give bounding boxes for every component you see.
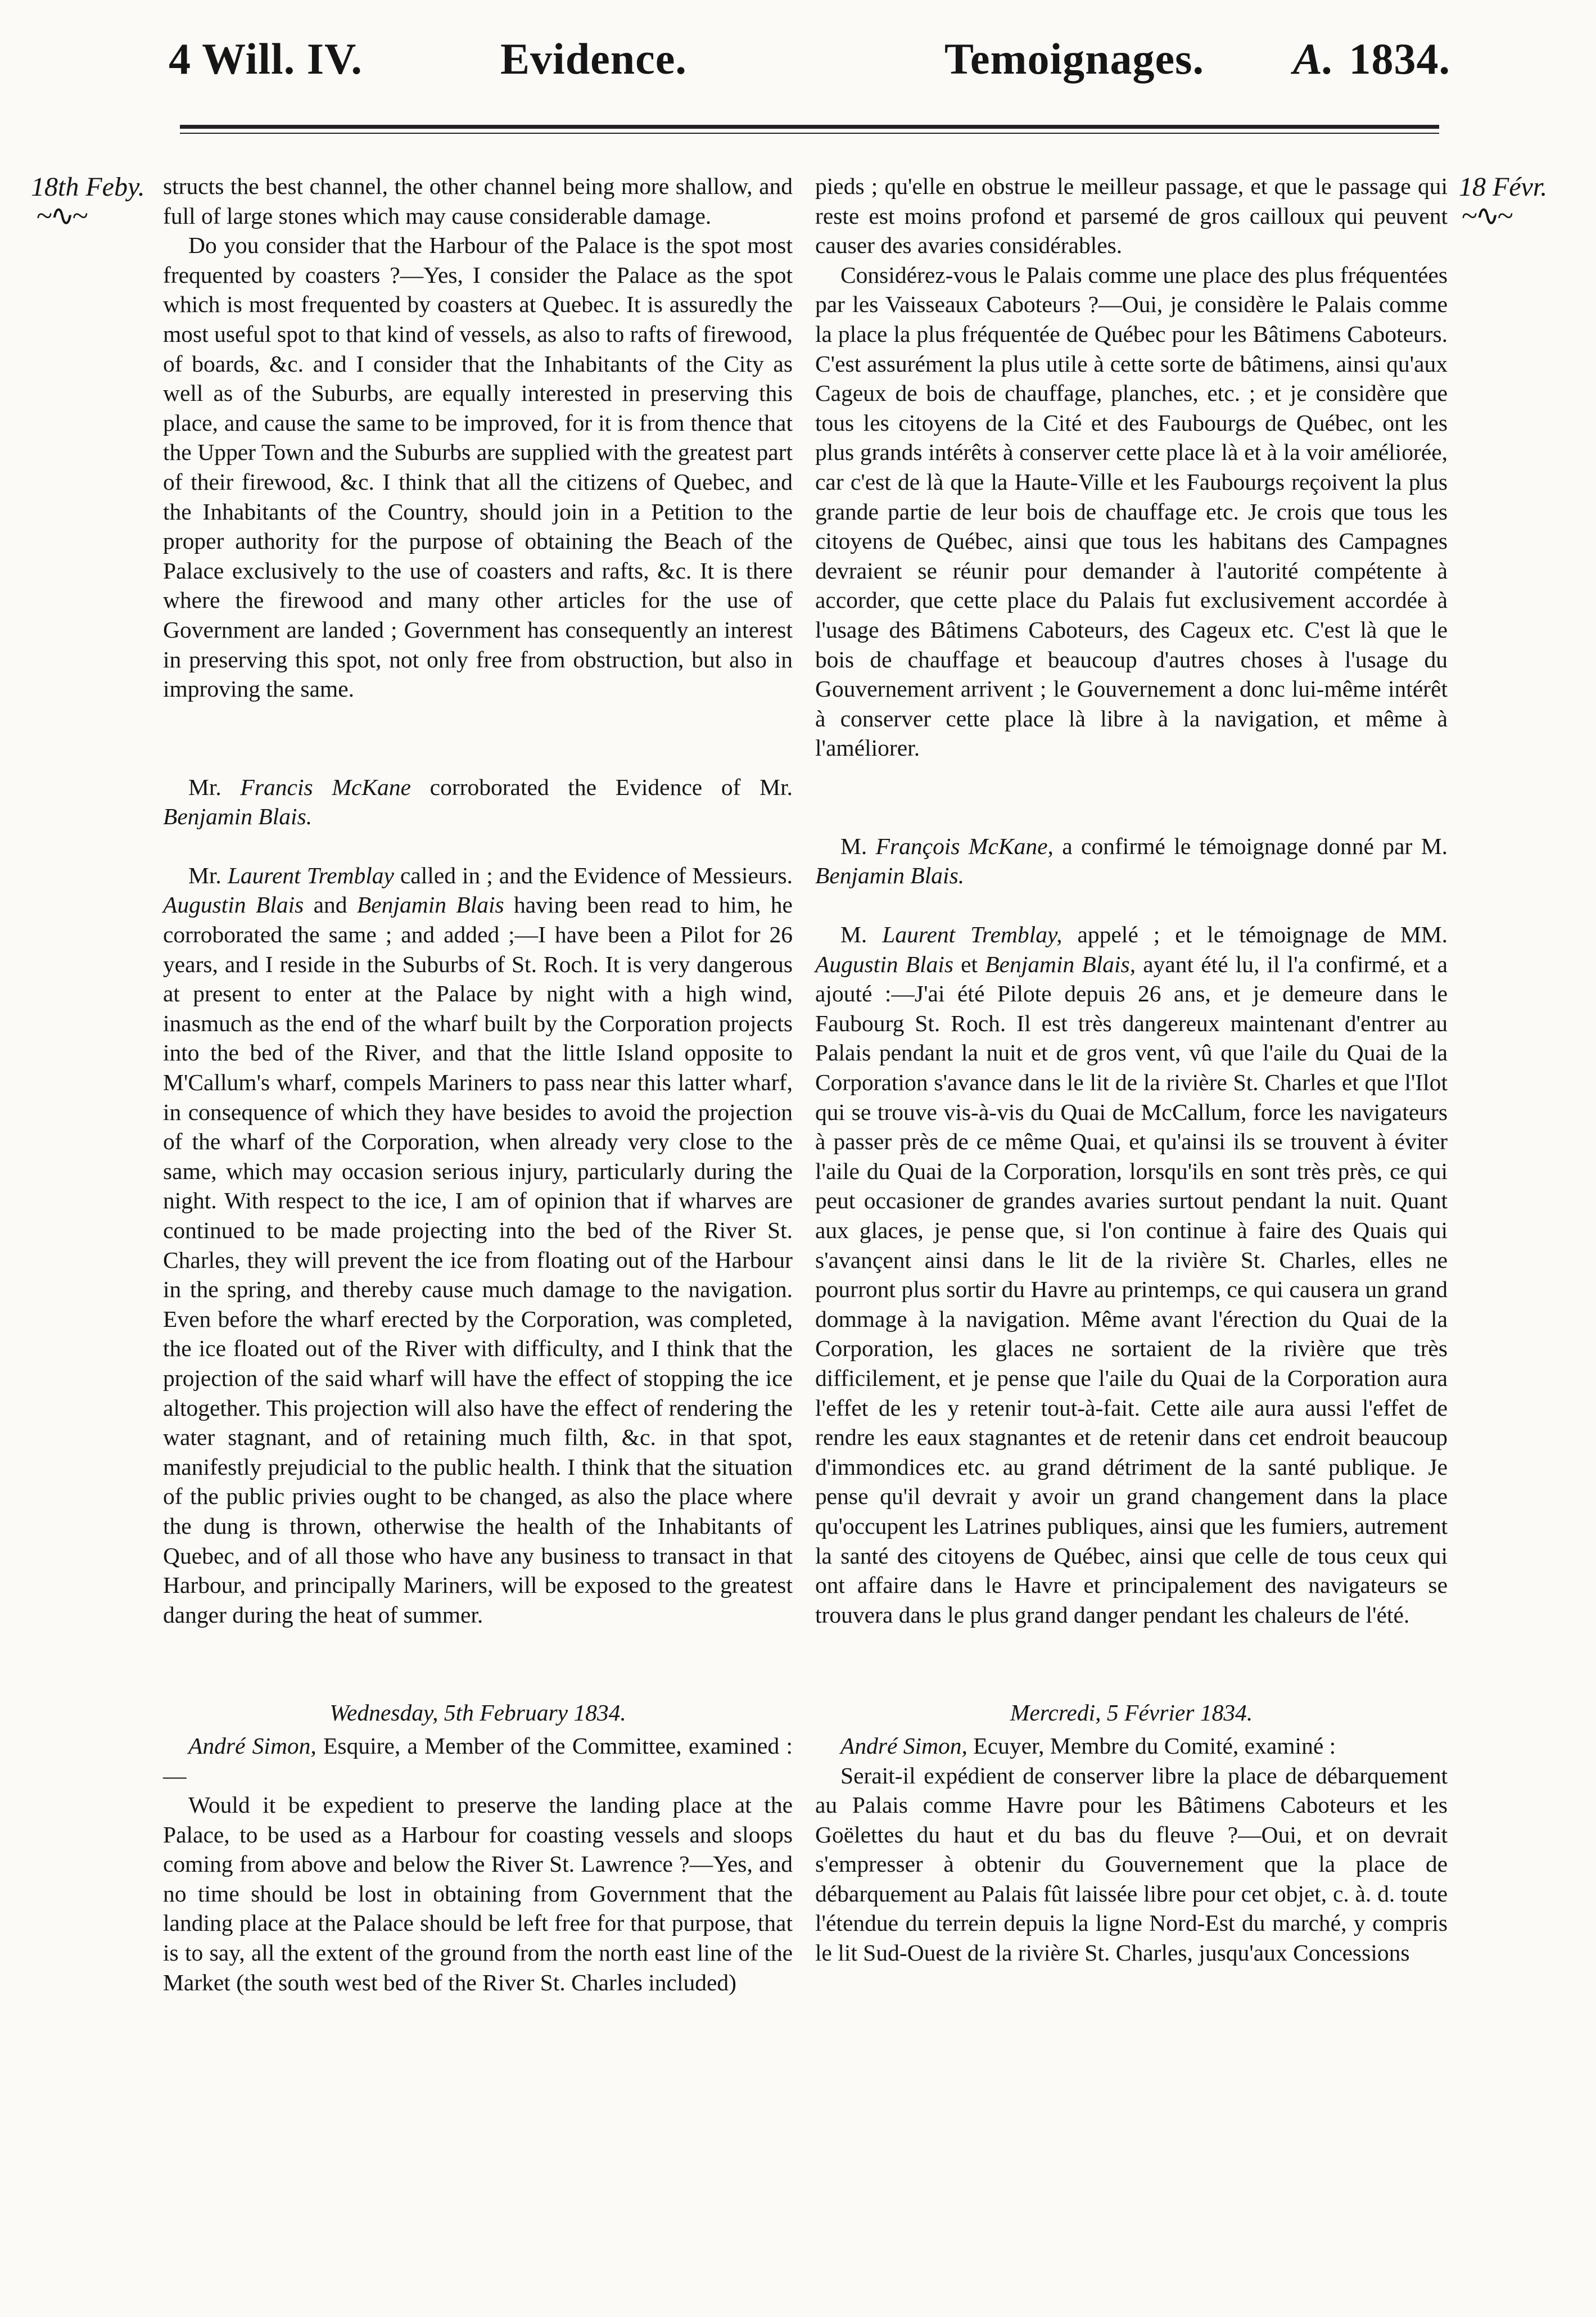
en-paragraph-tremblay [163,861,793,1629]
fr-name-benjamin: Benjamin Blais, [985,951,1136,977]
header-year [1293,28,1450,90]
header-rule-thin [180,133,1439,134]
header-temoignages: Temoignages. [944,34,1204,83]
page-header [0,28,1596,90]
en-p4-d: having been read to him, he corroborated the same ; and added ;—I have been a Pilot for 26 years, and I reside in the Suburbs of St. Roch. It is very dangerous at present to enter at the Palace by night with a high wind, inasmuch as the end of the wharf built by the Corporation projects into the bed of the River, and that the little Island opposite to M'Callum's wharf, compels Mariners to pass near this latter wharf, in consequence of which they have besides to avoid the projection of the wharf of the Corporation, when already very close to the same, which may occasion serious injury, particularly during the night. With respect to the ice, I am of opinion that if wharves are continued to be made projecting into the bed of the River St. Charles, they will prevent the ice from floating out of the Harbour in the spring, and thereby cause much damage to the navigation. Even before the wharf erected by the Corporation, was completed, the ice floated out of the River with difficulty, and I think that the projection of the said wharf will have the effect of stopping the ice altogether. This projection will also have the effect of rendering the water stagnant, and of retaining much filth, &c. in that spot, manifestly prejudicial to the public health. I think that the situation of the public privies ought to be changed, as also the place where the dung is thrown, otherwise the health of the Inhabitants of Quebec, and of all those who have any business to transact in that Harbour, and principally Mariners, will be exposed to the greatest danger during the heat of summer. [163,892,793,1628]
fr-name-tremblay: Laurent Tremblay, [882,922,1063,948]
en-p5-rest: Esquire, a Member of the Committee, examined :— [163,1732,793,1788]
english-column [163,171,793,1997]
margin-flourish-right: ~∿~ [1462,200,1511,232]
en-name-tremblay: Laurent Tremblay [227,862,394,888]
fr-p3-a: M. [840,833,876,859]
en-p3-a: Mr. [188,774,241,800]
header-evidence: Evidence. [500,34,687,83]
fr-name-mckane: François McKane, [875,833,1054,859]
header-session: 4 Will. IV. [169,34,363,83]
en-name-benjamin: Benjamin Blais [356,892,504,918]
en-p3-b: corroborated the Evidence of Mr. [410,774,793,800]
fr-p4-a: M. [840,922,883,948]
fr-paragraph-question: Serait-il expédient de conserver libre la place de débarquement au Palais comme Havre pour les Bâtimens Caboteurs et les Goëlettes du haut et du bas du fleuve ?—Oui, et on devrait s'empresser à obtenir du Gouvernement que la place de débarquement au Palais fût laissée libre pour cet objet, c. à. d. toute l'étendue du terrein depuis la ligne Nord-Est du marché, y compris le lit Sud-Ouest de la rivière St. Charles, jusqu'aux Concessions [815,1762,1448,1966]
margin-flourish-left: ~∿~ [37,200,86,232]
en-p4-c: and [304,892,357,918]
fr-name-augustin: Augustin Blais [815,951,953,977]
en-paragraph-mckane [163,773,793,832]
header-rule-thick [180,125,1439,129]
en-paragraph-question: Would it be expedient to preserve the landing place at the Palace, to be used as a Harbour for coasting vessels and sloops coming from above and below the River St. Lawrence ?—Yes, and no time should be lost in obtaining from Government that the landing place at the Palace should be left free for that purpose, that is to say, all the extent of the ground from the north east line of the Market (the south west bed of the River St. Charles included) [163,1792,793,1995]
en-date-heading: Wednesday, 5th February 1834. [329,1700,626,1726]
fr-p4-d: ayant été lu, il l'a confirmé, et a ajouté :—J'ai été Pilote depuis 26 ans, et je demeure dans le Faubourg St. Roch. Il est très dangereux maintenant d'entrer au Palais pendant la nuit et de gros vent, vû que l'aile du Quai de la Corporation s'avance dans le lit de la rivière St. Charles et que l'Ilot qui se trouve vis-à-vis du Quai de McCallum, force les navigateurs à passer près de ce même Quai, et qu'ainsi ils se trouvent à éviter l'aile du Quai de la Corporation, lorsqu'ils en sont très près, ce qui peut occasioner de grandes avaries surtout pendant la nuit. Quant aux glaces, je pense que, si l'on continue à faire des Quais qui s'avançent ainsi dans le lit de la rivière St. Charles, elles ne pourront plus sortir du Havre au printemps, ce qui causera un grand dommage à la navigation. Même avant l'érection du Quai de la Corporation, les glaces ne sortaient de la rivière que très difficilement, et je pense que l'aile du Quai de la Corporation aura l'effet de les y retenir tout-à-fait. Cette aile aura aussi l'effet de rendre les eaux stagnantes et de retenir dans cet endroit beaucoup d'immondices etc. au grand détriment de la santé publique. Je pense qu'il devrait y avoir un grand changement dans la place qu'occupent les Latrines publiques, ainsi que les fumiers, autrement la santé des citoyens de Québec, ainsi que celle de tous ceux qui ont affaire dans le Havre et principalement des navigateurs se trouvera dans le plus grand danger pendant les chaleurs de l'été. [815,951,1448,1628]
header-year-number: 1834. [1349,34,1451,83]
en-p4-b: called in ; and the Evidence of Messieurs. [394,862,793,888]
fr-p3-b: a confirmé le témoignage donné par M. [1053,833,1448,859]
en-name-mckane: Francis McKane [240,774,411,800]
fr-paragraph-mckane [815,832,1448,891]
fr-paragraph-2: Considérez-vous le Palais comme une place des plus fréquentées par les Vaisseaux Caboteurs ?—Oui, je considère le Palais comme la place la plus fréquentée de Québec pour les Bâtimens Caboteurs. C'est assurément la plus utile à cette sorte de bâtimens, ainsi qu'aux Cageux de bois de chauffage, planches, etc. ; et je considère que tous les citoyens de la Cité et des Faubourgs de Québec, ont les plus grands intérêts à conserver cette place là et à la voir améliorée, car c'est de là que la Haute-Ville et les Faubourgs reçoivent la plus grande partie de leur bois de chauffage etc. Je crois que tous les citoyens de Québec, ainsi que tous les habitans des Campagnes devraient se réunir pour demander à l'autorité compétente à accorder, que cette place du Palais fut exclusivement accordée à l'usage des Bâtimens Caboteurs, des Cageux etc. C'est là que le bois de chauffage et beaucoup d'autres choses à l'usage du Gouvernement arrivent ; le Gouvernement a donc lui-même intérêt à conserver cette place là libre à la navigation, et même à l'améliorer. [815,261,1448,761]
fr-paragraph-1: pieds ; qu'elle en obstrue le meilleur passage, et que le passage qui reste est moins profond et parsemé de gros cailloux qui peuvent causer des avaries considérables. [815,173,1448,259]
en-paragraph-2: Do you consider that the Harbour of the Palace is the spot most frequented by coasters ?—Yes, I consider the Palace as the spot which is most frequented by coasters at Quebec. It is assuredly the most useful spot to that kind of vessels, as also to rafts of firewood, of boards, &c. and I consider that the Inhabitants of the City as well as of the Suburbs, are equally interested in preserving this place, and cause the same to be improved, for it is from thence that the Upper Town and the Suburbs are supplied with the greatest part of their firewood, &c. I think that all the citizens of Quebec, and the Inhabitants of the Country, should join in a Petition to the proper authority for the purpose of obtaining the Beach of the Palace exclusively to the use of coasters and rafts, &c. It is there where the firewood and many other articles for the use of Government are landed ; Government has consequently an interest in preserving this spot, not only free from obstruction, but also in improving the same. [163,232,793,702]
french-column [815,171,1448,1968]
en-paragraph-1: structs the best channel, the other channel being more shallow, and full of large stones which may cause considerable damage. [163,173,793,229]
fr-p4-b: appelé ; et le témoignage de MM. [1062,922,1448,948]
fr-p5-rest: Ecuyer, Membre du Comité, examiné : [967,1732,1336,1759]
fr-p4-c: et [953,951,985,977]
en-name-blais: Benjamin Blais. [163,803,313,830]
fr-paragraph-tremblay [815,920,1448,1629]
header-year-letter: A. [1293,34,1335,83]
en-p4-a: Mr. [188,862,228,888]
fr-paragraph-simon [815,1731,1448,1761]
fr-name-simon: André Simon, [840,1732,967,1759]
en-name-augustin: Augustin Blais [163,892,304,918]
fr-name-blais: Benjamin Blais. [815,862,965,889]
en-name-simon: André Simon, [188,1732,317,1759]
fr-date-heading: Mercredi, 5 Février 1834. [1010,1700,1253,1726]
en-paragraph-simon [163,1731,793,1790]
margin-date-left: 18th Feby. [31,172,145,202]
margin-date-right: 18 Févr. [1459,172,1548,202]
